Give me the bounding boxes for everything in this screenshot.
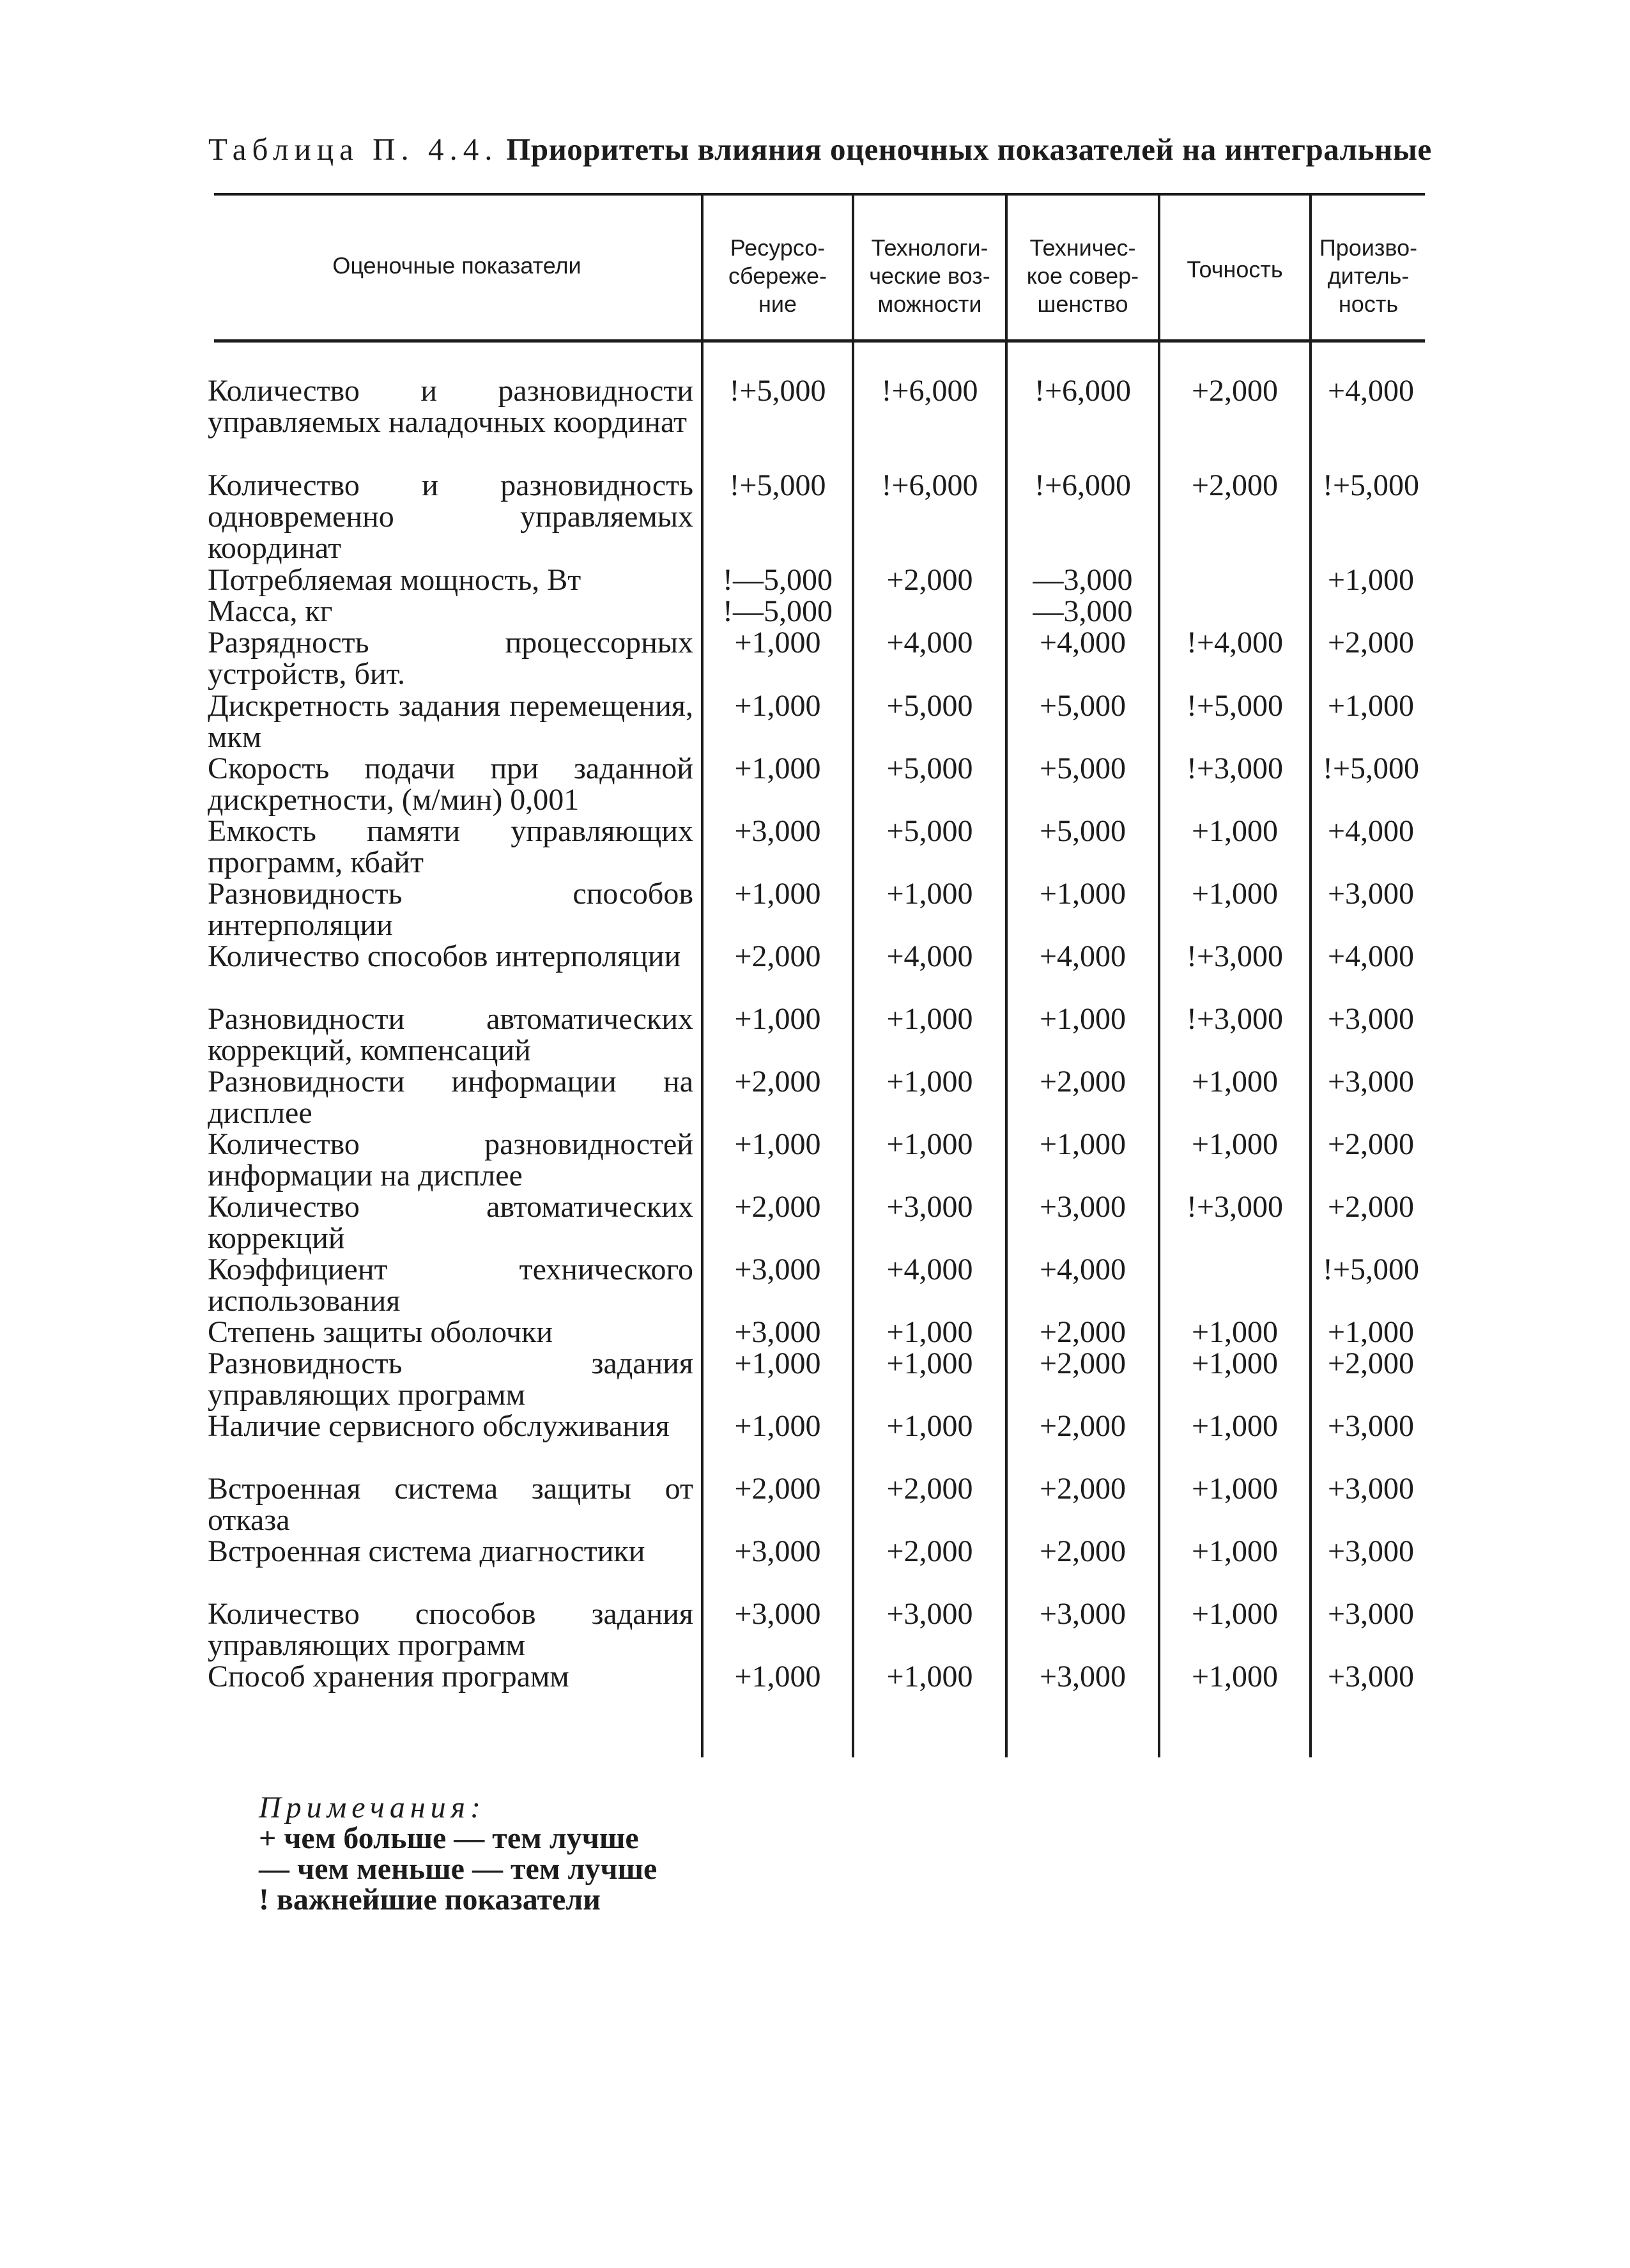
note-most-important: ! важнейшие показатели xyxy=(259,1883,601,1917)
column-divider xyxy=(1158,193,1160,1757)
table-cell: !+5,000 xyxy=(1322,752,1420,785)
row-label: Встроенная система защиты от отказа xyxy=(208,1472,693,1537)
row-label: Скорость подачи при заданной дискретности, (м/мин) 0,001 xyxy=(208,752,693,817)
column-divider xyxy=(1005,193,1008,1757)
table-cell: +3,000 xyxy=(886,1597,973,1631)
row-label: Количество и разновидности управляемых наладочных координат xyxy=(208,374,693,439)
table-cell: +1,000 xyxy=(1191,1472,1279,1506)
table-cell: +1,000 xyxy=(1039,877,1126,911)
table-cell: +1,000 xyxy=(886,1127,973,1161)
column-header-productivity xyxy=(1312,234,1425,318)
table-cell: +2,000 xyxy=(734,1190,821,1224)
table-cell: +3,000 xyxy=(734,814,821,848)
table-caption: Приоритеты влияния оценочных показателей на интегральные xyxy=(506,132,1432,167)
column-divider xyxy=(1309,193,1312,1757)
table-cell: +3,000 xyxy=(734,1315,821,1349)
table-cell: !+3,000 xyxy=(1186,1190,1284,1224)
table-cell: +2,000 xyxy=(1039,1315,1126,1349)
table-cell: +3,000 xyxy=(1327,877,1415,911)
row-label: Емкость памяти управляющих программ, кбайт xyxy=(208,814,693,879)
table-cell: +2,000 xyxy=(886,1472,973,1506)
table-cell: +3,000 xyxy=(1039,1597,1126,1631)
table-cell: !+6,000 xyxy=(1034,468,1132,502)
table-cell: +3,000 xyxy=(1327,1409,1415,1443)
table-cell: +5,000 xyxy=(886,814,973,848)
table-cell: +2,000 xyxy=(1039,1534,1126,1568)
row-label: Разновидность способов интерполяции xyxy=(208,877,693,942)
table-cell: +2,000 xyxy=(734,1472,821,1506)
table-cell: +4,000 xyxy=(1039,626,1126,660)
table-cell: +4,000 xyxy=(886,626,973,660)
row-label: Разрядность процессорных устройств, бит. xyxy=(208,626,693,691)
table-cell: +2,000 xyxy=(734,1065,821,1099)
table-cell: +5,000 xyxy=(1039,814,1126,848)
table-cell: +1,000 xyxy=(1191,1065,1279,1099)
notes xyxy=(259,1793,657,1915)
table-cell: +3,000 xyxy=(886,1190,973,1224)
row-label: Потребляемая мощность, Вт xyxy=(208,563,581,597)
column-header-accuracy xyxy=(1160,256,1309,284)
row-label: Количество способов задания управляющих программ xyxy=(208,1597,693,1662)
table-cell: +1,000 xyxy=(886,1315,973,1349)
row-label: Количество и разновидность одновременно управляемых координат xyxy=(208,468,693,565)
row-label: Способ хранения программ xyxy=(208,1660,569,1693)
column-header-line: шенство xyxy=(1037,291,1128,317)
table-cell: +1,000 xyxy=(1039,1127,1126,1161)
column-header-line: Техничес- xyxy=(1029,235,1136,261)
table-cell: +4,000 xyxy=(1039,1253,1126,1286)
table-cell: +2,000 xyxy=(1327,1346,1415,1380)
table-cell: +5,000 xyxy=(886,689,973,723)
row-label: Коэффициент технического использования xyxy=(208,1253,693,1318)
table-cell: +1,000 xyxy=(1191,1409,1279,1443)
row-label: Разновидности информации на дисплее xyxy=(208,1065,693,1130)
table-cell: +3,000 xyxy=(734,1534,821,1568)
table-cell: +1,000 xyxy=(734,1409,821,1443)
table-cell: +2,000 xyxy=(1327,1127,1415,1161)
table-cell: +4,000 xyxy=(1327,374,1415,408)
table-cell: +2,000 xyxy=(734,939,821,973)
table-cell: +3,000 xyxy=(1039,1660,1126,1693)
table-cell: +2,000 xyxy=(1191,468,1279,502)
row-label: Степень защиты оболочки xyxy=(208,1315,553,1349)
table-cell: !—5,000 xyxy=(723,563,833,597)
table-cell: +4,000 xyxy=(1327,939,1415,973)
table-cell: +1,000 xyxy=(1327,1315,1415,1349)
table-cell: +1,000 xyxy=(886,1002,973,1036)
column-header-tech-perfection xyxy=(1008,234,1158,318)
table-cell: +1,000 xyxy=(1191,1346,1279,1380)
row-label: Разновидности автоматических коррекций, компенсаций xyxy=(208,1002,693,1067)
row-label: Количество способов интерполяции xyxy=(208,939,681,973)
table-cell: +1,000 xyxy=(1191,1660,1279,1693)
table-cell: —3,000 xyxy=(1033,563,1133,597)
table-cell: !+4,000 xyxy=(1186,626,1284,660)
header-rule xyxy=(214,339,1425,343)
table-cell: +1,000 xyxy=(1191,1534,1279,1568)
column-header-line: дитель- xyxy=(1327,263,1410,289)
table-cell: +1,000 xyxy=(734,689,821,723)
column-header-indicators xyxy=(214,252,700,280)
table-cell: +2,000 xyxy=(1327,1190,1415,1224)
table-cell: !+5,000 xyxy=(729,468,826,502)
row-label: Наличие сервисного обслуживания xyxy=(208,1409,670,1443)
table-cell: !+3,000 xyxy=(1186,939,1284,973)
column-divider xyxy=(701,193,704,1757)
table-cell: !+3,000 xyxy=(1186,1002,1284,1036)
column-header-line: Оценочные показатели xyxy=(332,252,581,279)
table-number: Таблица П. 4.4. xyxy=(208,132,498,167)
table-cell: +2,000 xyxy=(886,563,973,597)
table-cell: +1,000 xyxy=(886,1065,973,1099)
table-cell: +1,000 xyxy=(1039,1002,1126,1036)
notes-title: Примечания: xyxy=(259,1791,486,1824)
table-cell: !+5,000 xyxy=(1322,1253,1420,1286)
table-cell: !—5,000 xyxy=(723,594,833,628)
table-cell: !+6,000 xyxy=(881,468,978,502)
row-label: Количество разновидностей информации на дисплее xyxy=(208,1127,693,1192)
column-header-resource-saving xyxy=(704,234,852,318)
column-header-line: сбереже- xyxy=(728,263,827,289)
table-cell: +3,000 xyxy=(1327,1472,1415,1506)
column-header-line: Ресурсо- xyxy=(730,235,826,261)
table-cell: +2,000 xyxy=(1039,1065,1126,1099)
column-header-line: кое совер- xyxy=(1026,263,1139,289)
table-cell: +3,000 xyxy=(1327,1534,1415,1568)
table-cell: +1,000 xyxy=(734,877,821,911)
table-cell: !+5,000 xyxy=(729,374,826,408)
table-cell: +3,000 xyxy=(1327,1002,1415,1036)
table-cell: +5,000 xyxy=(1039,752,1126,785)
table-cell: +4,000 xyxy=(1327,814,1415,848)
table-cell: —3,000 xyxy=(1033,594,1133,628)
table-cell: +1,000 xyxy=(886,877,973,911)
table-cell: +1,000 xyxy=(734,752,821,785)
table-cell: +1,000 xyxy=(1191,877,1279,911)
table-cell: +1,000 xyxy=(886,1409,973,1443)
table-cell: !+5,000 xyxy=(1186,689,1284,723)
table-cell: +3,000 xyxy=(734,1253,821,1286)
table-cell: +1,000 xyxy=(1327,563,1415,597)
table-cell: +2,000 xyxy=(1039,1472,1126,1506)
table-cell: +2,000 xyxy=(886,1534,973,1568)
table-cell: +5,000 xyxy=(1039,689,1126,723)
column-header-line: можности xyxy=(877,291,982,317)
column-header-tech-capabilities xyxy=(854,234,1005,318)
top-rule xyxy=(214,193,1425,196)
table-cell: +2,000 xyxy=(1327,626,1415,660)
row-label: Встроенная система диагностики xyxy=(208,1534,645,1568)
table-cell: +2,000 xyxy=(1039,1409,1126,1443)
row-label: Масса, кг xyxy=(208,594,333,628)
table-cell: !+6,000 xyxy=(881,374,978,408)
row-label: Количество автоматических коррекций xyxy=(208,1190,693,1255)
table-cell: +2,000 xyxy=(1191,374,1279,408)
table-cell: +1,000 xyxy=(886,1660,973,1693)
column-header-line: ность xyxy=(1338,291,1399,317)
note-less-better: — чем меньше — тем лучше xyxy=(259,1852,657,1886)
table-cell: +1,000 xyxy=(886,1346,973,1380)
column-header-line: Точность xyxy=(1187,256,1283,282)
row-label: Дискретность задания перемещения, мкм xyxy=(208,689,693,754)
table-cell: +4,000 xyxy=(1039,939,1126,973)
table-cell: +1,000 xyxy=(1191,1597,1279,1631)
table-cell: +1,000 xyxy=(1191,1315,1279,1349)
table-cell: +5,000 xyxy=(886,752,973,785)
table-cell: +1,000 xyxy=(1191,1127,1279,1161)
table-cell: +3,000 xyxy=(734,1597,821,1631)
table-cell: +4,000 xyxy=(886,1253,973,1286)
note-more-better: + чем больше — тем лучше xyxy=(259,1821,639,1855)
table-cell: +1,000 xyxy=(734,1002,821,1036)
column-divider xyxy=(852,193,854,1757)
column-header-line: ческие воз- xyxy=(869,263,990,289)
table-cell: +1,000 xyxy=(1191,814,1279,848)
column-header-line: Технологи- xyxy=(871,235,988,261)
table-cell: !+5,000 xyxy=(1322,468,1420,502)
table-cell: +1,000 xyxy=(734,1346,821,1380)
table-cell: +1,000 xyxy=(734,626,821,660)
table-cell: +4,000 xyxy=(886,939,973,973)
table-cell: +3,000 xyxy=(1327,1660,1415,1693)
table-cell: +3,000 xyxy=(1327,1597,1415,1631)
table-cell: +1,000 xyxy=(1327,689,1415,723)
table-cell: +1,000 xyxy=(734,1127,821,1161)
table-cell: +3,000 xyxy=(1327,1065,1415,1099)
table-cell: +2,000 xyxy=(1039,1346,1126,1380)
row-label: Разновидность задания управляющих программ xyxy=(208,1346,693,1412)
column-header-line: ние xyxy=(758,291,797,317)
table-cell: +1,000 xyxy=(734,1660,821,1693)
table-cell: !+3,000 xyxy=(1186,752,1284,785)
table-cell: +3,000 xyxy=(1039,1190,1126,1224)
table-cell: !+6,000 xyxy=(1034,374,1132,408)
column-header-line: Произво- xyxy=(1319,235,1418,261)
table-title xyxy=(208,131,1442,167)
